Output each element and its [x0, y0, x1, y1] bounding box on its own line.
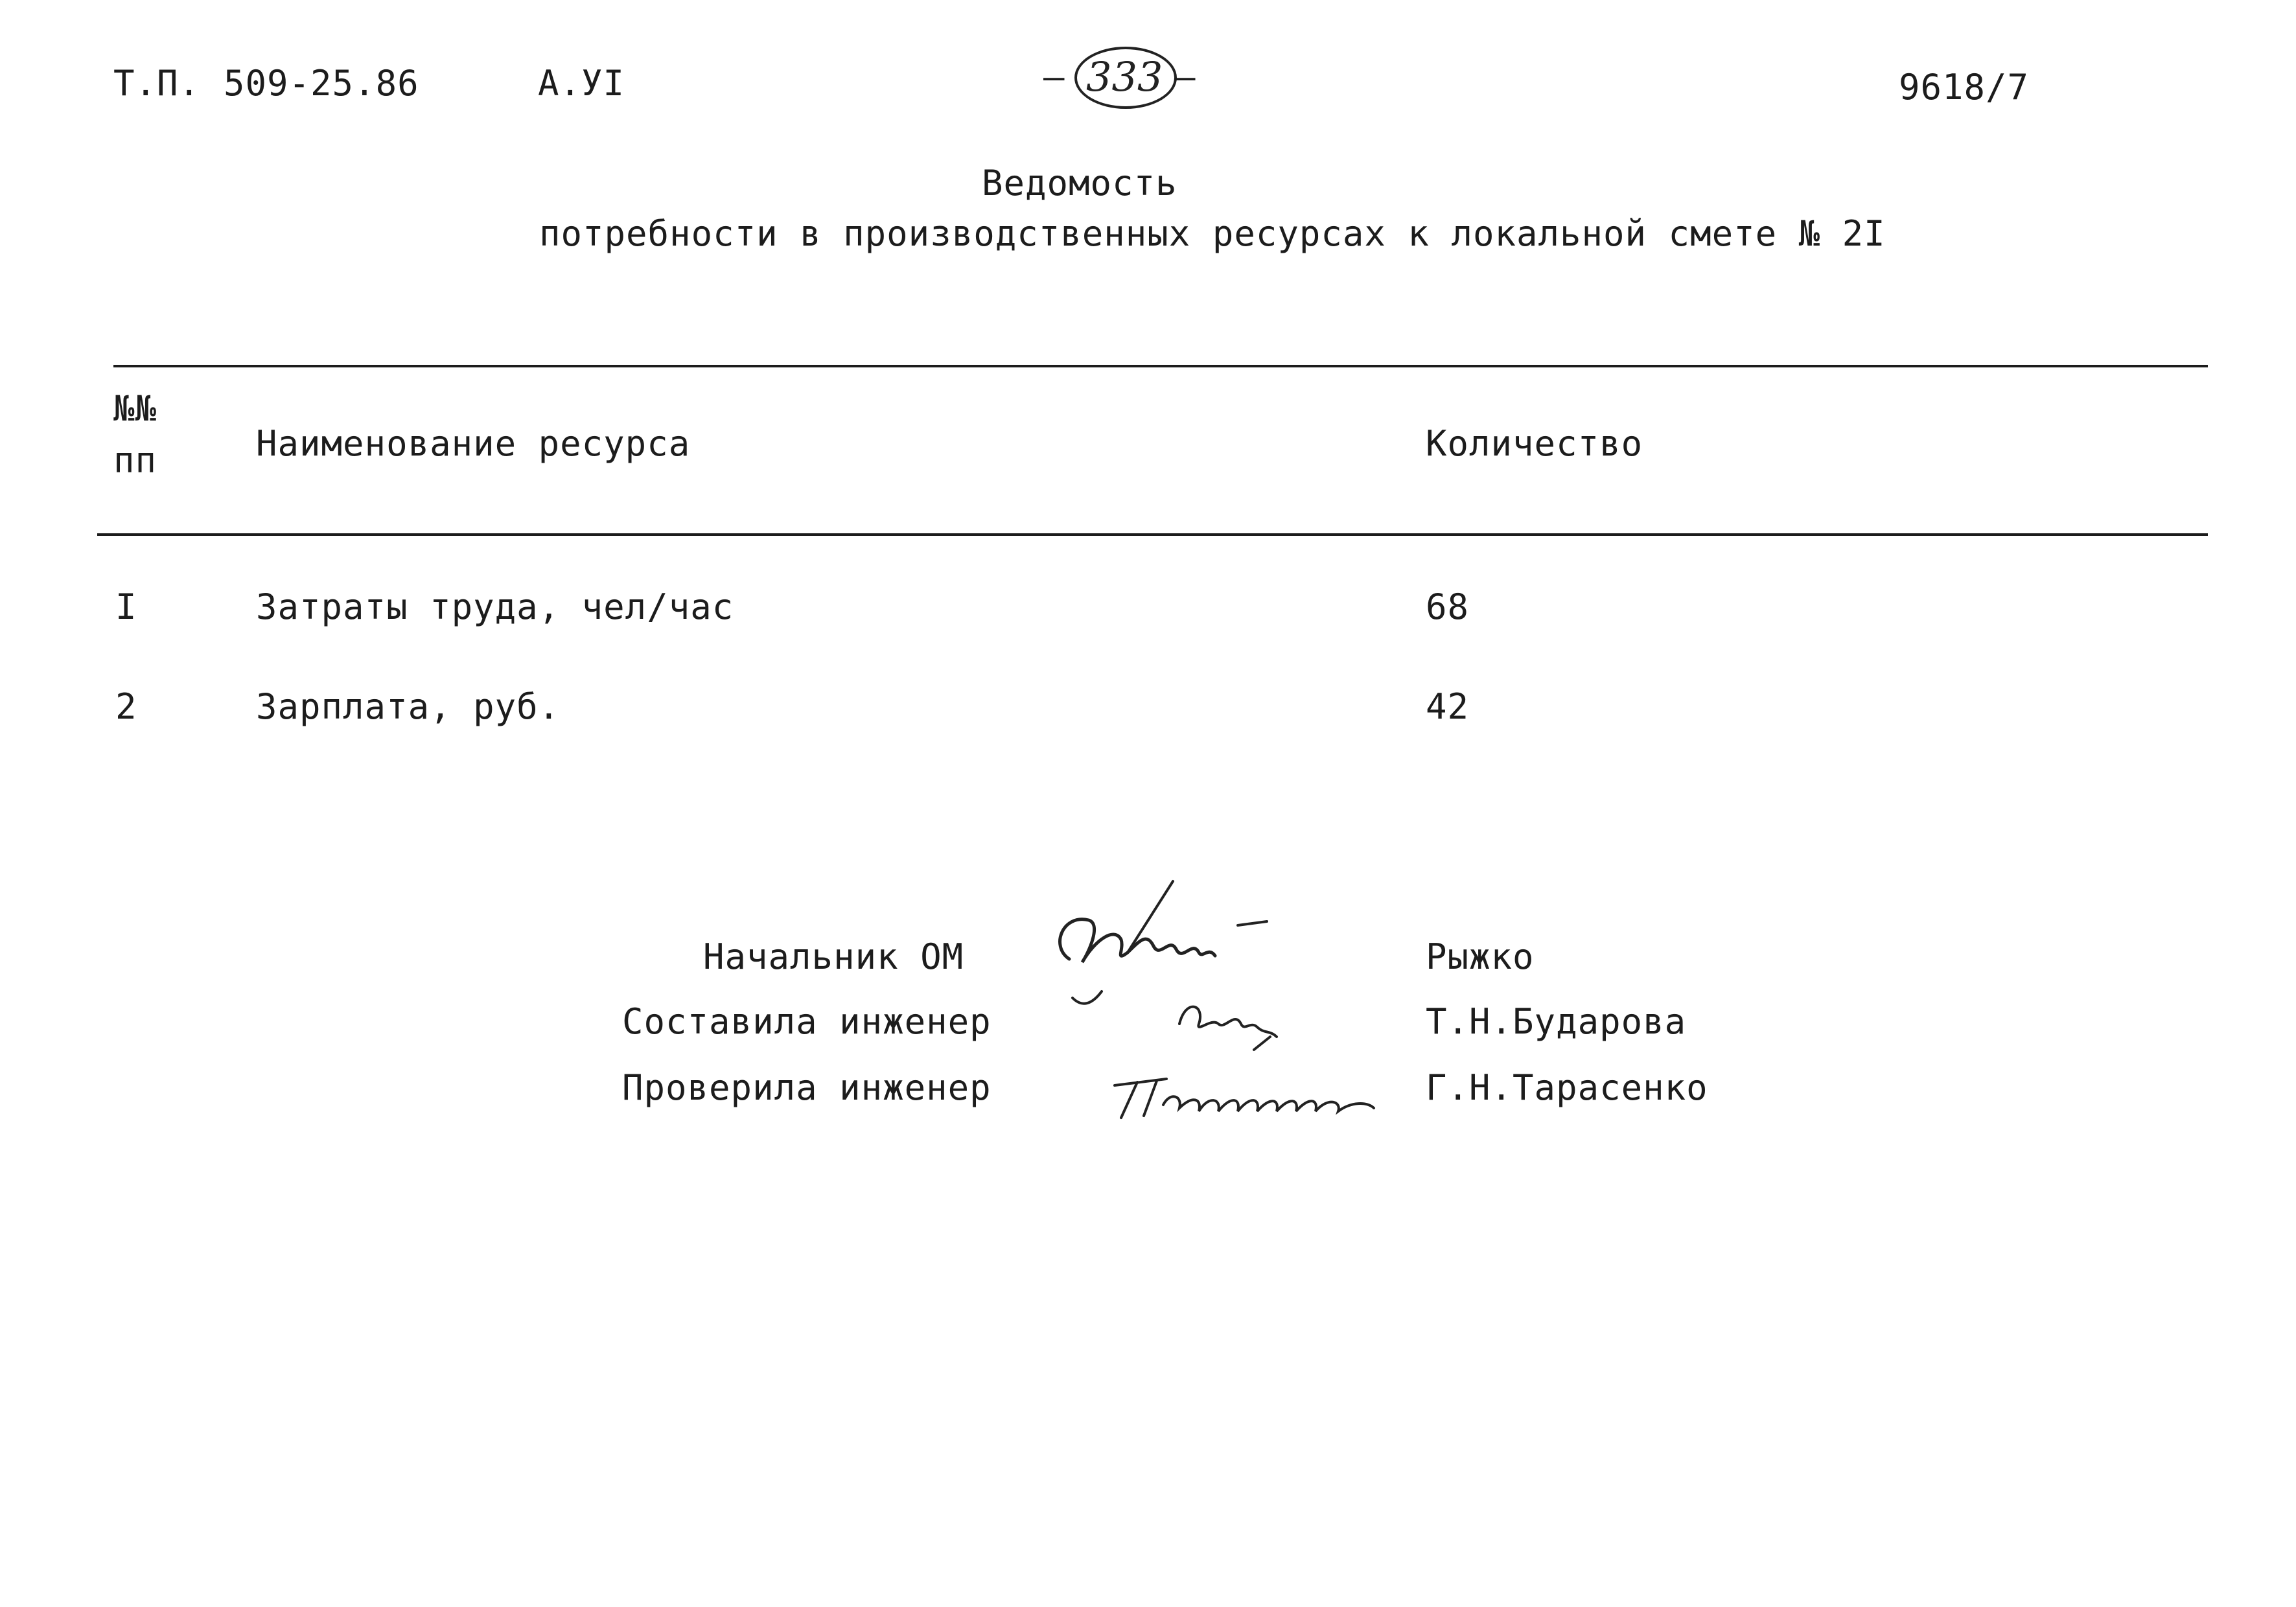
signature-name: Т.Н.Бударова [1426, 1001, 1687, 1042]
signature-scribble-2-icon [1173, 985, 1283, 1056]
doc-code-prefix: Т.П. [113, 63, 201, 104]
signature-role: Начальник ОМ [703, 936, 964, 977]
page-number-dash-left: – [1043, 56, 1065, 97]
column-header-name: Наименование ресурса [256, 423, 691, 464]
signature-name: Рыжко [1426, 936, 1535, 977]
column-header-num-pp: пп [113, 440, 157, 481]
signature-role: Проверила инженер [622, 1067, 991, 1108]
resource-quantity: 42 [1426, 686, 1470, 727]
row-number: 2 [115, 686, 137, 727]
resource-quantity: 68 [1426, 586, 1470, 627]
signature-role: Составила инженер [622, 1001, 991, 1042]
resource-name: Затраты труда, чел/час [256, 586, 734, 627]
table-header-rule [97, 533, 2208, 536]
signature-name: Г.Н.Тарасенко [1426, 1067, 1708, 1108]
signature-scribble-3-icon [1095, 1056, 1387, 1127]
column-header-quantity: Количество [1426, 423, 1643, 464]
document-title: Ведомость [982, 163, 1177, 203]
column-header-num: №№ [113, 388, 157, 429]
table-top-rule [113, 365, 2208, 367]
row-number: I [115, 586, 137, 627]
album-number: А.УI [538, 63, 625, 104]
page-number: 333 [1086, 53, 1163, 100]
resource-name: Зарплата, руб. [256, 686, 561, 727]
archive-number: 9618/7 [1899, 67, 2030, 108]
doc-code: 509-25.86 [224, 63, 419, 104]
document-subtitle: потребности в производственных ресурсах к локальной смете № 2I [539, 213, 1886, 254]
page-number-dash-right: – [1174, 56, 1196, 97]
